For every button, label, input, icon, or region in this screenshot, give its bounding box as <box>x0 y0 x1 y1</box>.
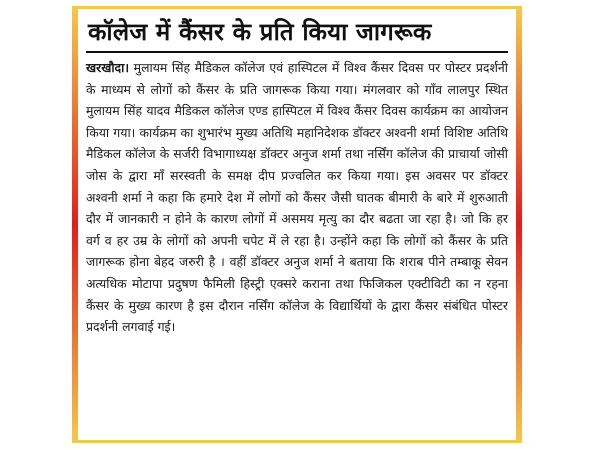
headline: कॉलेज में कैंसर के प्रति किया जागरूक <box>88 18 432 46</box>
article-body <box>86 57 508 338</box>
headline-rule <box>86 51 508 53</box>
clipping-frame <box>72 6 522 443</box>
article-text: मुलायम सिंह मैडिकल कॉलेज एवं हास्पिटल में विश्व कैंसर दिवस पर पोस्टर प्रदर्शनी के माध्यम से लोगों को कैंसर के प्रति जागरूक किया गया। मंगलवार को गाँव लालपुर स्थित मुलायम सिंह यादव मैडिकल कॉलेज एण्ड हास्पिटल में विश्व कैंसर दिवस कार्यक्रम का आयोजन किया गया। कार्यक्रम का शुभारंभ मुख्य अतिथि महानिदेशक डॉक्टर अश्वनी शर्मा विशिष्ट अतिथि मैडिकल कॉलेज के सर्जरी विभागाध्यक्ष डॉक्टर अनुज शर्मा तथा नर्सिंग कॉलेज की प्राचार्या जोसी जोस के द्वारा माँ सरस्वती के समक्ष दीप प्रज्वलित कर किया गया। इस अवसर पर डॉक्टर अश्वनी शर्मा ने कहा कि हमारे देश में लोगों को कैंसर जैसी घातक बीमारी के बारे में शुरुआती दौर में जानकारी न होने के कारण लोगों में असमय मृत्यु का दौर बढता जा रहा है। जो कि हर वर्ग व हर उम्र के लोगों को अपनी चपेट में ले रहा है। उन्होंने कहा कि लोगों को कैंसर के प्रति जागरूक होना बेहद जरुरी है । वहीं डॉक्टर अनुज शर्मा ने बताया कि शराब पीने तम्बाकू सेवन अत्यधिक मोटापा प्रदुषण फैमिली हिस्ट्री एक्सरे कराना तथा फिजिकल एक्टीविटी का न रहना कैंसर के मुख्य कारण है इस दौरान नर्सिंग कॉलेज के विद्यार्थियों के द्वारा कैंसर संबंधित पोस्टर प्रदर्शनी लगवाई गई। <box>86 60 508 335</box>
news-clipping <box>86 17 508 432</box>
dateline: खरखौदा। <box>86 60 130 75</box>
